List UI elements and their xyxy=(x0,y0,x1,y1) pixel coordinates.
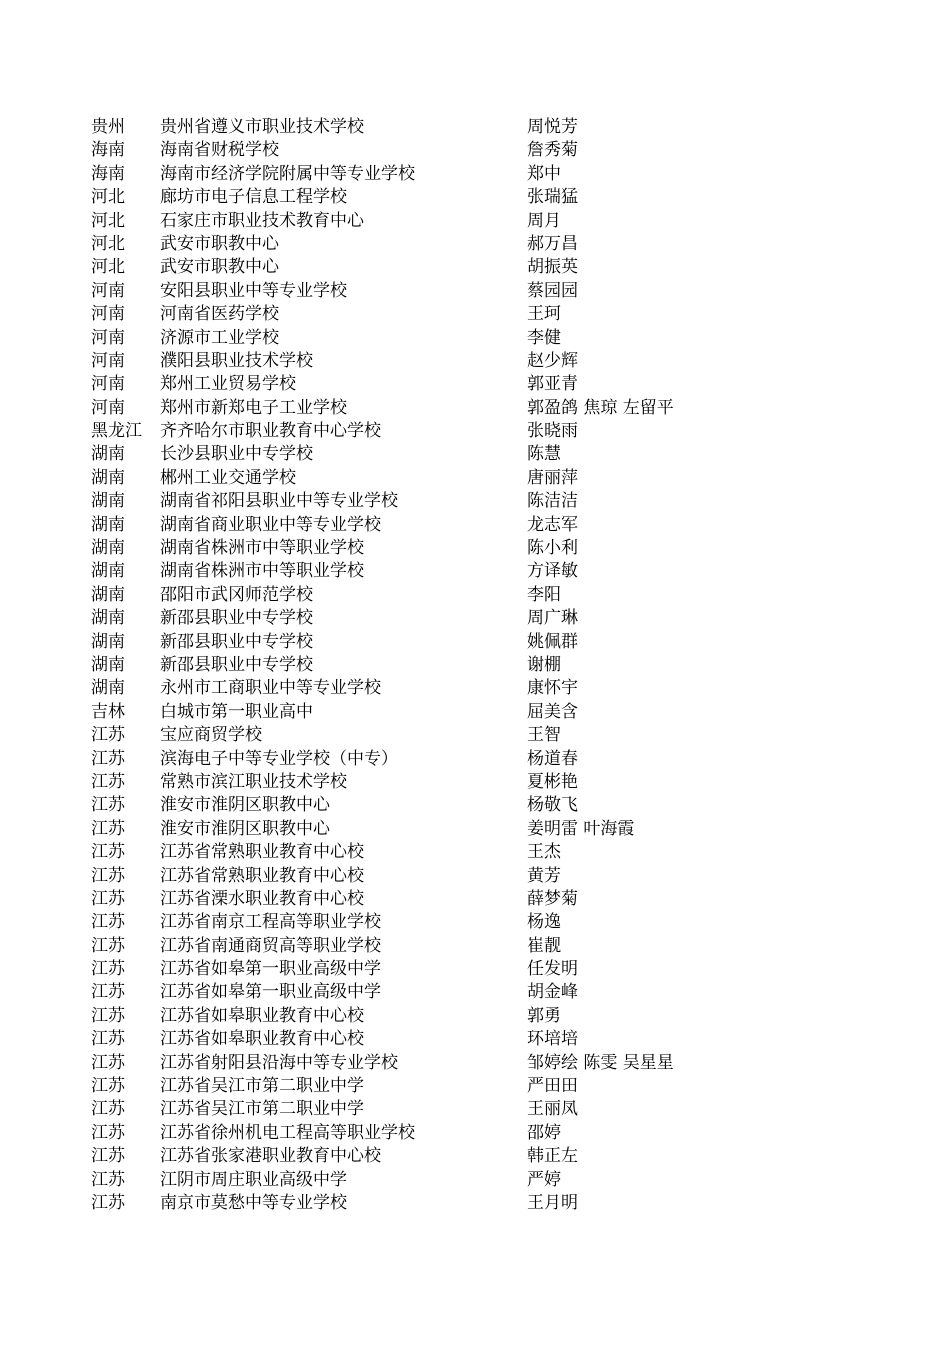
table-row xyxy=(91,163,851,186)
table-row xyxy=(91,397,851,420)
table-row xyxy=(91,1145,851,1168)
province-cell: 河南 xyxy=(91,374,125,395)
school-cell: 郑州市新郑电子工业学校 xyxy=(160,397,347,418)
province-cell: 江苏 xyxy=(91,1122,125,1143)
table-row xyxy=(91,303,851,326)
school-cell: 江苏省如皋第一职业高级中学 xyxy=(160,959,381,980)
school-cell: 江苏省张家港职业教育中心校 xyxy=(160,1146,381,1167)
province-cell: 黑龙江 xyxy=(91,421,142,442)
names-cell: 方译敏 xyxy=(527,561,578,582)
table-row xyxy=(91,514,851,537)
names-cell: 周月 xyxy=(527,210,561,231)
province-cell: 河南 xyxy=(91,350,125,371)
names-cell: 杨逸 xyxy=(527,912,561,933)
school-cell: 濮阳县职业技术学校 xyxy=(160,350,313,371)
table-row xyxy=(91,888,851,911)
province-cell: 江苏 xyxy=(91,725,125,746)
school-cell: 江苏省如皋第一职业高级中学 xyxy=(160,982,381,1003)
names-cell: 屈美含 xyxy=(527,701,578,722)
table-row xyxy=(91,1169,851,1192)
names-cell: 郭盈鸽 焦琼 左留平 xyxy=(527,397,674,418)
school-cell: 江苏省吴江市第二职业中学 xyxy=(160,1099,364,1120)
school-cell: 新邵县职业中专学校 xyxy=(160,654,313,675)
school-cell: 湖南省祁阳县职业中等专业学校 xyxy=(160,491,398,512)
province-cell: 湖南 xyxy=(91,584,125,605)
names-cell: 邹婷绘 陈雯 吴星星 xyxy=(527,1052,674,1073)
school-cell: 江阴市周庄职业高级中学 xyxy=(160,1169,347,1190)
school-cell: 江苏省常熟职业教育中心校 xyxy=(160,842,364,863)
table-row xyxy=(91,818,851,841)
school-cell: 淮安市淮阴区职教中心 xyxy=(160,795,330,816)
table-row xyxy=(91,794,851,817)
names-cell: 陈小利 xyxy=(527,538,578,559)
table-row xyxy=(91,280,851,303)
school-cell: 江苏省吴江市第二职业中学 xyxy=(160,1076,364,1097)
names-cell: 郝万昌 xyxy=(527,233,578,254)
names-cell: 黄芳 xyxy=(527,865,561,886)
province-cell: 江苏 xyxy=(91,935,125,956)
table-row xyxy=(91,631,851,654)
province-cell: 湖南 xyxy=(91,467,125,488)
names-cell: 王杰 xyxy=(527,842,561,863)
province-cell: 江苏 xyxy=(91,912,125,933)
names-cell: 郭勇 xyxy=(527,1005,561,1026)
province-cell: 江苏 xyxy=(91,1029,125,1050)
school-cell: 常熟市滨江职业技术学校 xyxy=(160,771,347,792)
table-row xyxy=(91,981,851,1004)
names-cell: 韩正左 xyxy=(527,1146,578,1167)
table-row xyxy=(91,935,851,958)
province-cell: 贵州 xyxy=(91,117,125,137)
names-cell: 郑中 xyxy=(527,163,561,184)
school-cell: 江苏省如皋职业教育中心校 xyxy=(160,1005,364,1026)
table-row xyxy=(91,1005,851,1028)
table-row xyxy=(91,139,851,162)
names-cell: 陈慧 xyxy=(527,444,561,465)
province-cell: 江苏 xyxy=(91,1169,125,1190)
table-row xyxy=(91,233,851,256)
school-cell: 海南省财税学校 xyxy=(160,140,279,161)
names-cell: 龙志军 xyxy=(527,514,578,535)
table-row xyxy=(91,1028,851,1051)
province-cell: 湖南 xyxy=(91,444,125,465)
names-cell: 夏彬艳 xyxy=(527,771,578,792)
table-row xyxy=(91,256,851,279)
school-cell: 江苏省射阳县沿海中等专业学校 xyxy=(160,1052,398,1073)
names-cell: 赵少辉 xyxy=(527,350,578,371)
school-cell: 永州市工商职业中等专业学校 xyxy=(160,678,381,699)
table-row xyxy=(91,1052,851,1075)
names-cell: 严婷 xyxy=(527,1169,561,1190)
table-row xyxy=(91,841,851,864)
province-cell: 湖南 xyxy=(91,608,125,629)
school-cell: 湖南省株洲市中等职业学校 xyxy=(160,561,364,582)
table-row xyxy=(91,560,851,583)
names-cell: 任发明 xyxy=(527,959,578,980)
table-row xyxy=(91,607,851,630)
table-row xyxy=(91,1098,851,1121)
school-cell: 江苏省溧水职业教育中心校 xyxy=(160,888,364,909)
table-row xyxy=(91,537,851,560)
province-cell: 湖南 xyxy=(91,538,125,559)
province-cell: 河北 xyxy=(91,257,125,278)
province-cell: 江苏 xyxy=(91,865,125,886)
school-cell: 江苏省如皋职业教育中心校 xyxy=(160,1029,364,1050)
names-cell: 张瑞猛 xyxy=(527,187,578,208)
province-cell: 江苏 xyxy=(91,1076,125,1097)
province-cell: 江苏 xyxy=(91,1192,125,1213)
province-cell: 河北 xyxy=(91,233,125,254)
table-row xyxy=(91,865,851,888)
table-row xyxy=(91,443,851,466)
table-row xyxy=(91,116,851,139)
province-cell: 河北 xyxy=(91,187,125,208)
province-cell: 江苏 xyxy=(91,795,125,816)
table-row xyxy=(91,186,851,209)
names-cell: 王智 xyxy=(527,725,561,746)
province-cell: 江苏 xyxy=(91,818,125,839)
names-cell: 周悦芳 xyxy=(527,117,578,137)
province-cell: 湖南 xyxy=(91,631,125,652)
province-cell: 湖南 xyxy=(91,561,125,582)
table-row xyxy=(91,911,851,934)
province-cell: 湖南 xyxy=(91,491,125,512)
school-cell: 江苏省南京工程高等职业学校 xyxy=(160,912,381,933)
table-row xyxy=(91,420,851,443)
province-cell: 江苏 xyxy=(91,1099,125,1120)
school-cell: 新邵县职业中专学校 xyxy=(160,608,313,629)
province-cell: 江苏 xyxy=(91,982,125,1003)
school-cell: 海南市经济学院附属中等专业学校 xyxy=(160,163,415,184)
table-row xyxy=(91,654,851,677)
school-cell: 石家庄市职业技术教育中心 xyxy=(160,210,364,231)
province-cell: 江苏 xyxy=(91,1146,125,1167)
names-cell: 薛梦菊 xyxy=(527,888,578,909)
province-cell: 湖南 xyxy=(91,514,125,535)
table-row xyxy=(91,958,851,981)
names-cell: 陈洁洁 xyxy=(527,491,578,512)
school-cell: 江苏省徐州机电工程高等职业学校 xyxy=(160,1122,415,1143)
table-row xyxy=(91,490,851,513)
province-cell: 江苏 xyxy=(91,1052,125,1073)
school-cell: 河南省医药学校 xyxy=(160,304,279,325)
school-cell: 郑州工业贸易学校 xyxy=(160,374,296,395)
province-cell: 湖南 xyxy=(91,678,125,699)
names-cell: 郭亚青 xyxy=(527,374,578,395)
province-cell: 江苏 xyxy=(91,888,125,909)
school-cell: 济源市工业学校 xyxy=(160,327,279,348)
school-cell: 齐齐哈尔市职业教育中心学校 xyxy=(160,421,381,442)
names-cell: 姜明雷 叶海霞 xyxy=(527,818,635,839)
school-cell: 贵州省遵义市职业技术学校 xyxy=(160,117,364,137)
school-cell: 淮安市淮阴区职教中心 xyxy=(160,818,330,839)
school-cell: 滨海电子中等专业学校（中专） xyxy=(160,748,398,769)
names-cell: 张晓雨 xyxy=(527,421,578,442)
table-row xyxy=(91,584,851,607)
table-row xyxy=(91,748,851,771)
school-cell: 武安市职教中心 xyxy=(160,233,279,254)
school-cell: 湖南省商业职业中等专业学校 xyxy=(160,514,381,535)
names-cell: 詹秀菊 xyxy=(527,140,578,161)
table-row xyxy=(91,327,851,350)
names-cell: 环培培 xyxy=(527,1029,578,1050)
table-row xyxy=(91,677,851,700)
names-cell: 李阳 xyxy=(527,584,561,605)
province-cell: 海南 xyxy=(91,140,125,161)
province-cell: 湖南 xyxy=(91,654,125,675)
province-cell: 江苏 xyxy=(91,748,125,769)
school-cell: 江苏省南通商贸高等职业学校 xyxy=(160,935,381,956)
table-row xyxy=(91,771,851,794)
names-cell: 严田田 xyxy=(527,1076,578,1097)
names-cell: 谢棚 xyxy=(527,654,561,675)
table-row xyxy=(91,1122,851,1145)
names-cell: 杨敬飞 xyxy=(527,795,578,816)
province-cell: 海南 xyxy=(91,163,125,184)
school-cell: 江苏省常熟职业教育中心校 xyxy=(160,865,364,886)
table-row xyxy=(91,210,851,233)
table-row xyxy=(91,373,851,396)
names-cell: 王月明 xyxy=(527,1192,578,1213)
names-cell: 唐丽萍 xyxy=(527,467,578,488)
names-cell: 胡金峰 xyxy=(527,982,578,1003)
school-cell: 安阳县职业中等专业学校 xyxy=(160,280,347,301)
table-row xyxy=(91,1192,851,1215)
names-cell: 胡振英 xyxy=(527,257,578,278)
province-cell: 江苏 xyxy=(91,1005,125,1026)
names-cell: 蔡园园 xyxy=(527,280,578,301)
names-cell: 周广琳 xyxy=(527,608,578,629)
school-cell: 长沙县职业中专学校 xyxy=(160,444,313,465)
table-row xyxy=(91,467,851,490)
school-cell: 郴州工业交通学校 xyxy=(160,467,296,488)
names-cell: 李健 xyxy=(527,327,561,348)
province-cell: 江苏 xyxy=(91,959,125,980)
names-cell: 杨道春 xyxy=(527,748,578,769)
school-cell: 白城市第一职业高中 xyxy=(160,701,313,722)
names-cell: 康怀宇 xyxy=(527,678,578,699)
province-cell: 河南 xyxy=(91,280,125,301)
school-cell: 廊坊市电子信息工程学校 xyxy=(160,187,347,208)
names-cell: 崔靓 xyxy=(527,935,561,956)
school-cell: 湖南省株洲市中等职业学校 xyxy=(160,538,364,559)
province-cell: 河北 xyxy=(91,210,125,231)
document-table xyxy=(91,116,851,1215)
school-cell: 邵阳市武冈师范学校 xyxy=(160,584,313,605)
province-cell: 河南 xyxy=(91,304,125,325)
names-cell: 邵婷 xyxy=(527,1122,561,1143)
names-cell: 姚佩群 xyxy=(527,631,578,652)
table-row xyxy=(91,350,851,373)
province-cell: 江苏 xyxy=(91,842,125,863)
province-cell: 河南 xyxy=(91,327,125,348)
table-row xyxy=(91,1075,851,1098)
names-cell: 王丽凤 xyxy=(527,1099,578,1120)
province-cell: 江苏 xyxy=(91,771,125,792)
school-cell: 武安市职教中心 xyxy=(160,257,279,278)
school-cell: 南京市莫愁中等专业学校 xyxy=(160,1192,347,1213)
table-row xyxy=(91,724,851,747)
school-cell: 新邵县职业中专学校 xyxy=(160,631,313,652)
province-cell: 吉林 xyxy=(91,701,125,722)
table-row xyxy=(91,701,851,724)
province-cell: 河南 xyxy=(91,397,125,418)
names-cell: 王珂 xyxy=(527,304,561,325)
school-cell: 宝应商贸学校 xyxy=(160,725,262,746)
